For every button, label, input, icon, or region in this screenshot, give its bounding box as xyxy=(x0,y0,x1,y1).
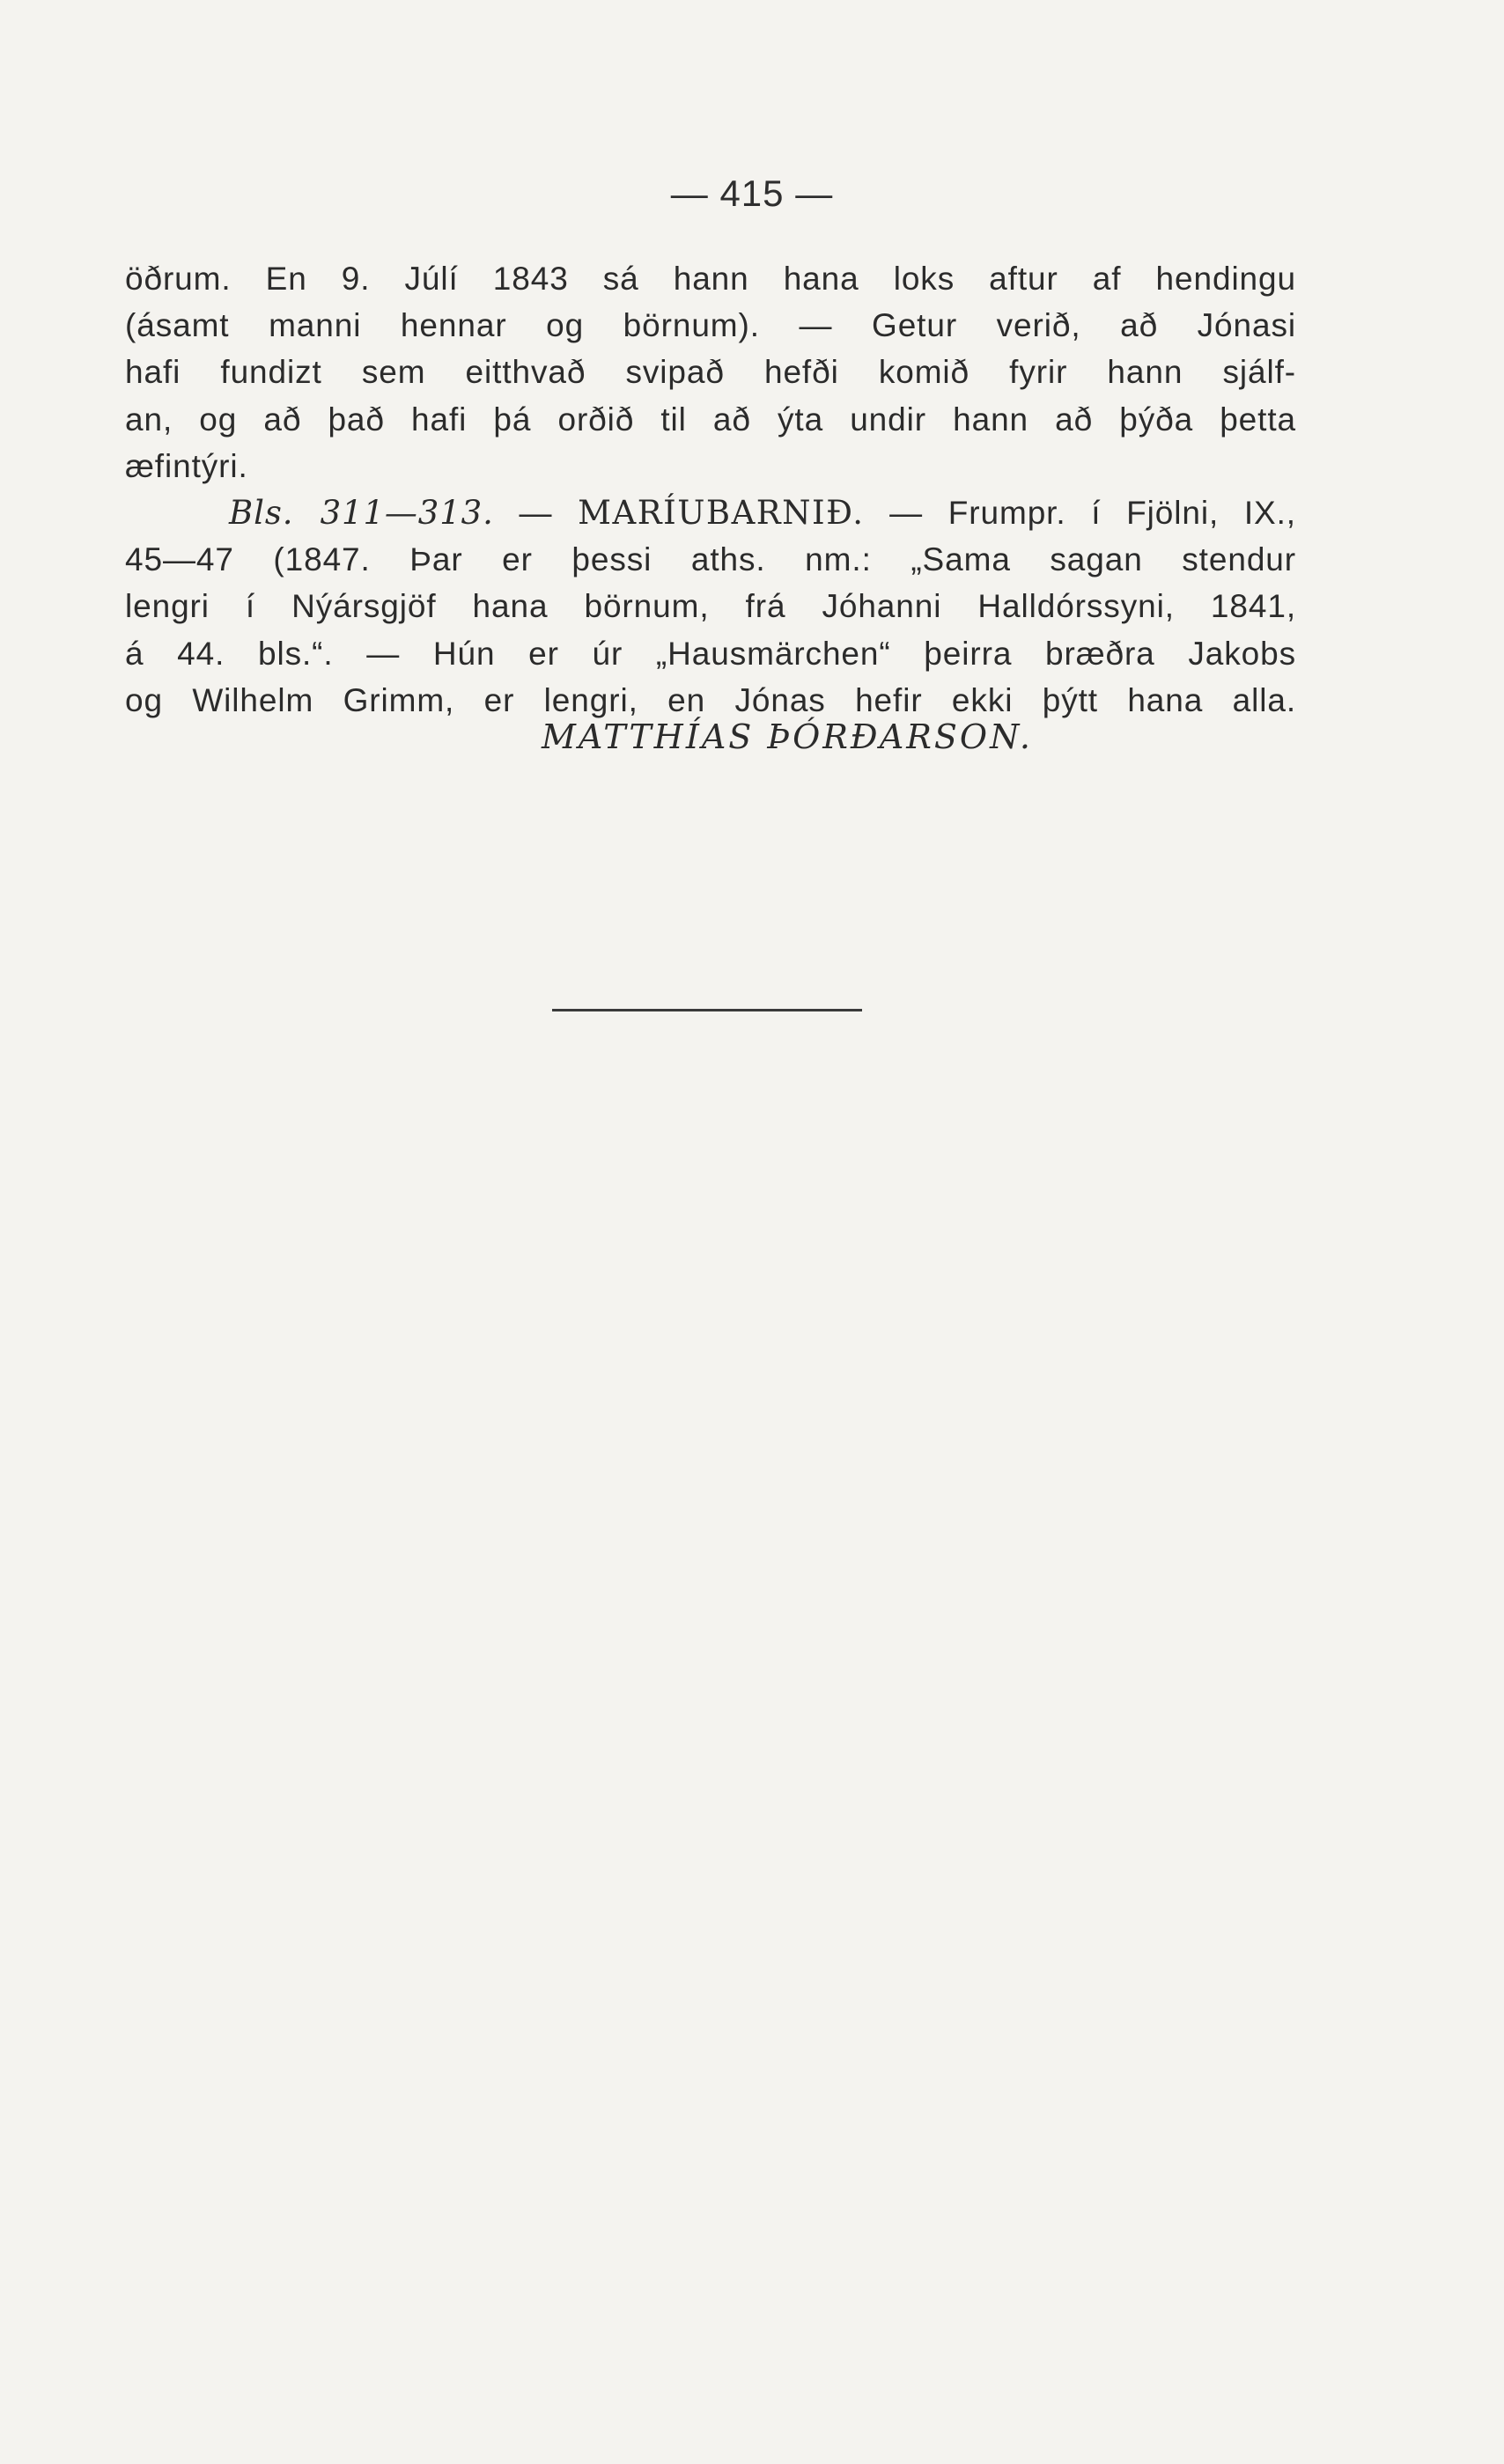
paragraph-line: öðrum. En 9. Júlí 1843 sá hann hana loks aftur af hendingu xyxy=(125,261,1296,297)
paragraph-line: 45—47 (1847. Þar er þessi aths. nm.: „Sama sagan stendur xyxy=(125,541,1296,578)
paragraph-line: á 44. bls.“. — Hún er úr „Hausmärchen“ þeirra bræðra Jakobs xyxy=(125,635,1296,672)
reference-rest: — Frumpr. í Fjölni, IX., xyxy=(864,494,1296,531)
section-divider xyxy=(552,1009,862,1011)
paragraph-line: hafi fundizt sem eitthvað svipað hefði komið fyrir hann sjálf- xyxy=(125,354,1296,391)
paragraph-line: an, og að það hafi þá orðið til að ýta undir hann að þýða þetta xyxy=(125,401,1296,438)
page-number: — 415 — xyxy=(670,173,834,214)
paragraph-line: og Wilhelm Grimm, er lengri, en Jónas hefir ekki þýtt hana alla. xyxy=(125,681,1296,718)
paragraph-line: (ásamt manni hennar og börnum). — Getur verið, að Jónasi xyxy=(125,307,1296,344)
title-separator: — xyxy=(493,494,579,531)
story-title: MARÍUBARNIÐ. xyxy=(578,493,865,532)
body-text xyxy=(125,255,1296,724)
paragraph-line-with-reference xyxy=(125,489,1296,536)
paragraph-line: lengri í Nýársgjöf hana börnum, frá Jóhanni Halldórssyni, 1841, xyxy=(125,588,1296,625)
author-signature: MATTHÍAS ÞÓRÐARSON. xyxy=(542,717,1033,756)
paragraph-line: æfintýri. xyxy=(125,447,248,484)
page-reference: Bls. 311—313. xyxy=(229,493,494,532)
